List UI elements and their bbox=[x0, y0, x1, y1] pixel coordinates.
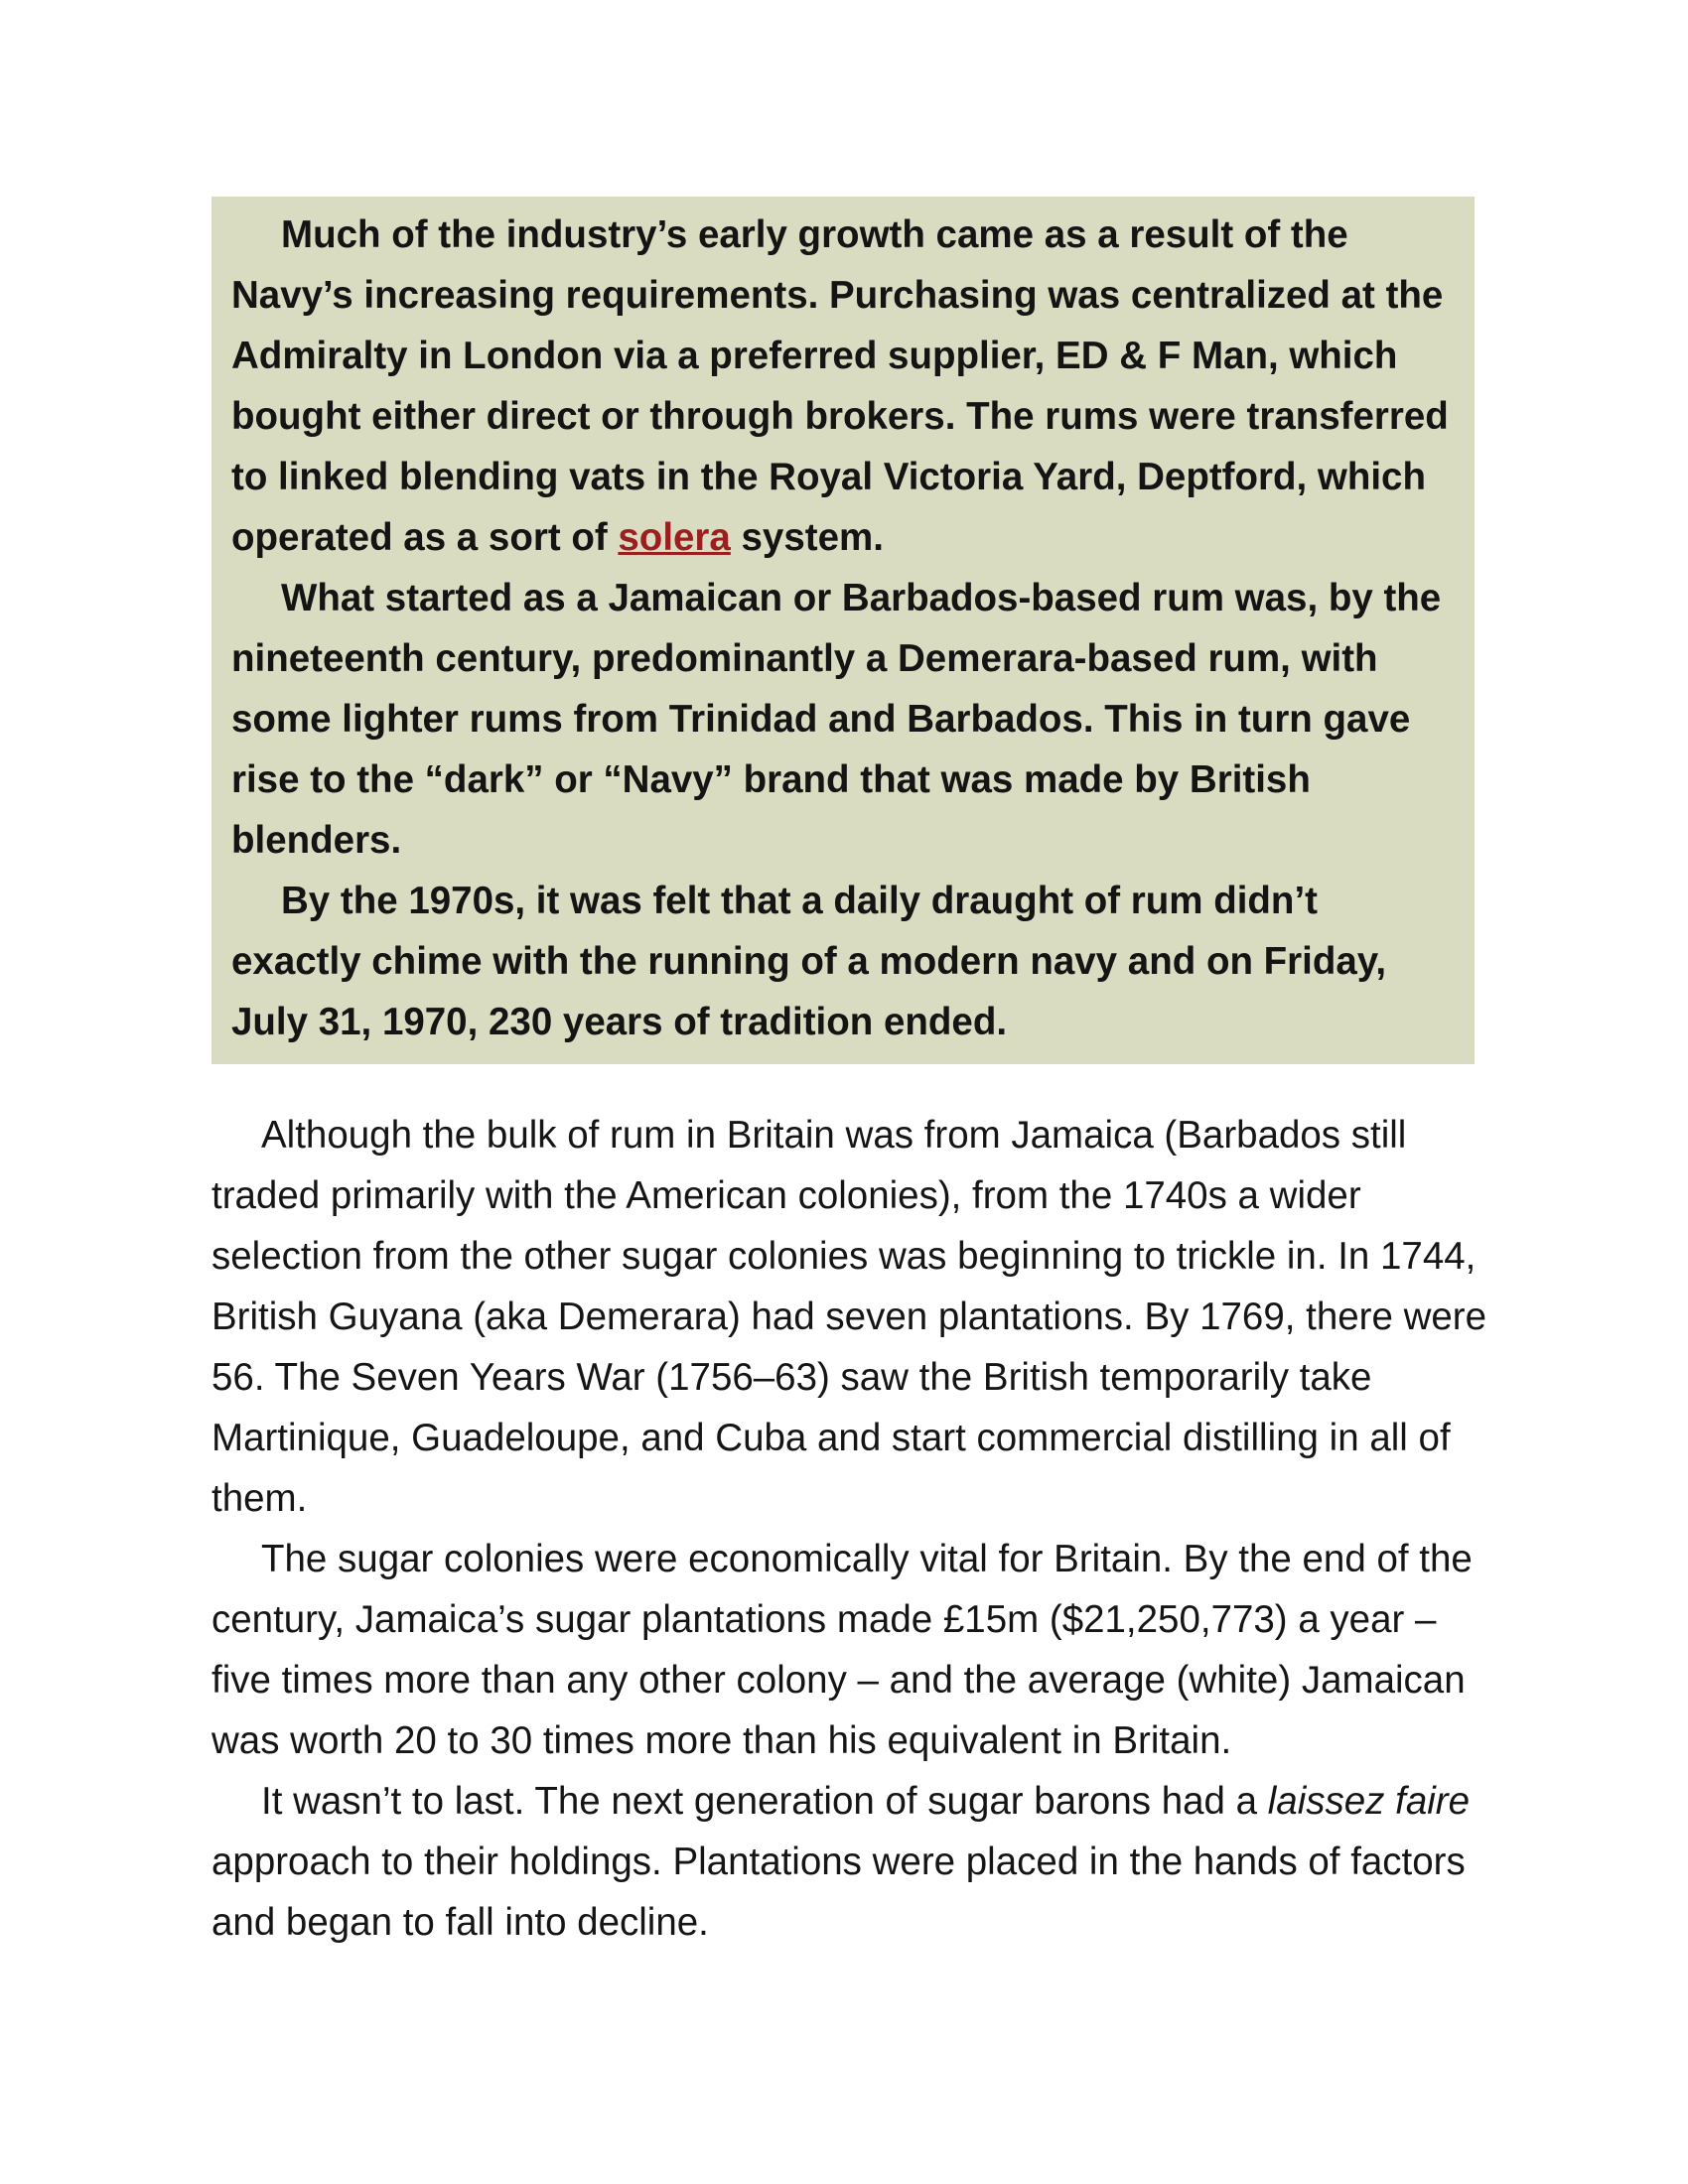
body-paragraph-3-end: approach to their holdings. Plantations were placed in the hands of factors and began to fall into decline. bbox=[211, 1841, 1466, 1944]
body-paragraph-1: Although the bulk of rum in Britain was from Jamaica (Barbados still traded primarily with the American colonies), from the 1740s a wider selection from the other sugar colonies was beginning to trickle in. In 1744, British Guyana (aka Demerara) had seven plantations. By 1769, there were 56. The Seven Years War (1756–63) saw the British temporarily take Martinique, Guadeloupe, and Cuba and start commercial distilling in all of them. bbox=[211, 1114, 1487, 1520]
navy-rum-sidebar bbox=[211, 197, 1475, 1064]
sidebar-paragraph-3: By the 1970s, it was felt that a daily draught of rum didn’t exactly chime with the running of a modern navy and on Friday, July 31, 1970, 230 years of tradition ended. bbox=[231, 880, 1387, 1043]
sidebar-paragraph-2: What started as a Jamaican or Barbados-based rum was, by the nineteenth century, predominantly a Demerara-based rum, with some lighter rums from Trinidad and Barbados. This in turn gave rise to the “dark” or “Navy” brand that was made by British blenders. bbox=[231, 577, 1442, 862]
sidebar-paragraph-1 bbox=[231, 205, 1453, 568]
body-paragraph-3 bbox=[211, 1771, 1492, 1953]
laissez-faire-term: laissez faire bbox=[1267, 1780, 1471, 1823]
solera-link[interactable]: solera bbox=[618, 516, 731, 559]
main-body-text bbox=[211, 1105, 1492, 1953]
body-paragraph-2: The sugar colonies were economically vital for Britain. By the end of the century, Jamaica’s sugar plantations made £15m ($21,250,773) a year – five times more than any other colony – and the average (white) Jamaican was worth 20 to 30 times more than his equivalent in Britain. bbox=[211, 1538, 1473, 1762]
sidebar-paragraph-1-text: Much of the industry’s early growth came as a result of the Navy’s increasing requirements. Purchasing was centralized at the Admiralty in London via a preferred supplier, ED & F Man, which bought either direct or through brokers. The rums were transferred to linked blending vats in the Royal Victoria Yard, Deptford, which operated as a sort of bbox=[231, 213, 1449, 559]
sidebar-paragraph-1-end: system. bbox=[730, 516, 884, 559]
body-paragraph-3-text: It wasn’t to last. The next generation of sugar barons had a bbox=[261, 1780, 1268, 1823]
